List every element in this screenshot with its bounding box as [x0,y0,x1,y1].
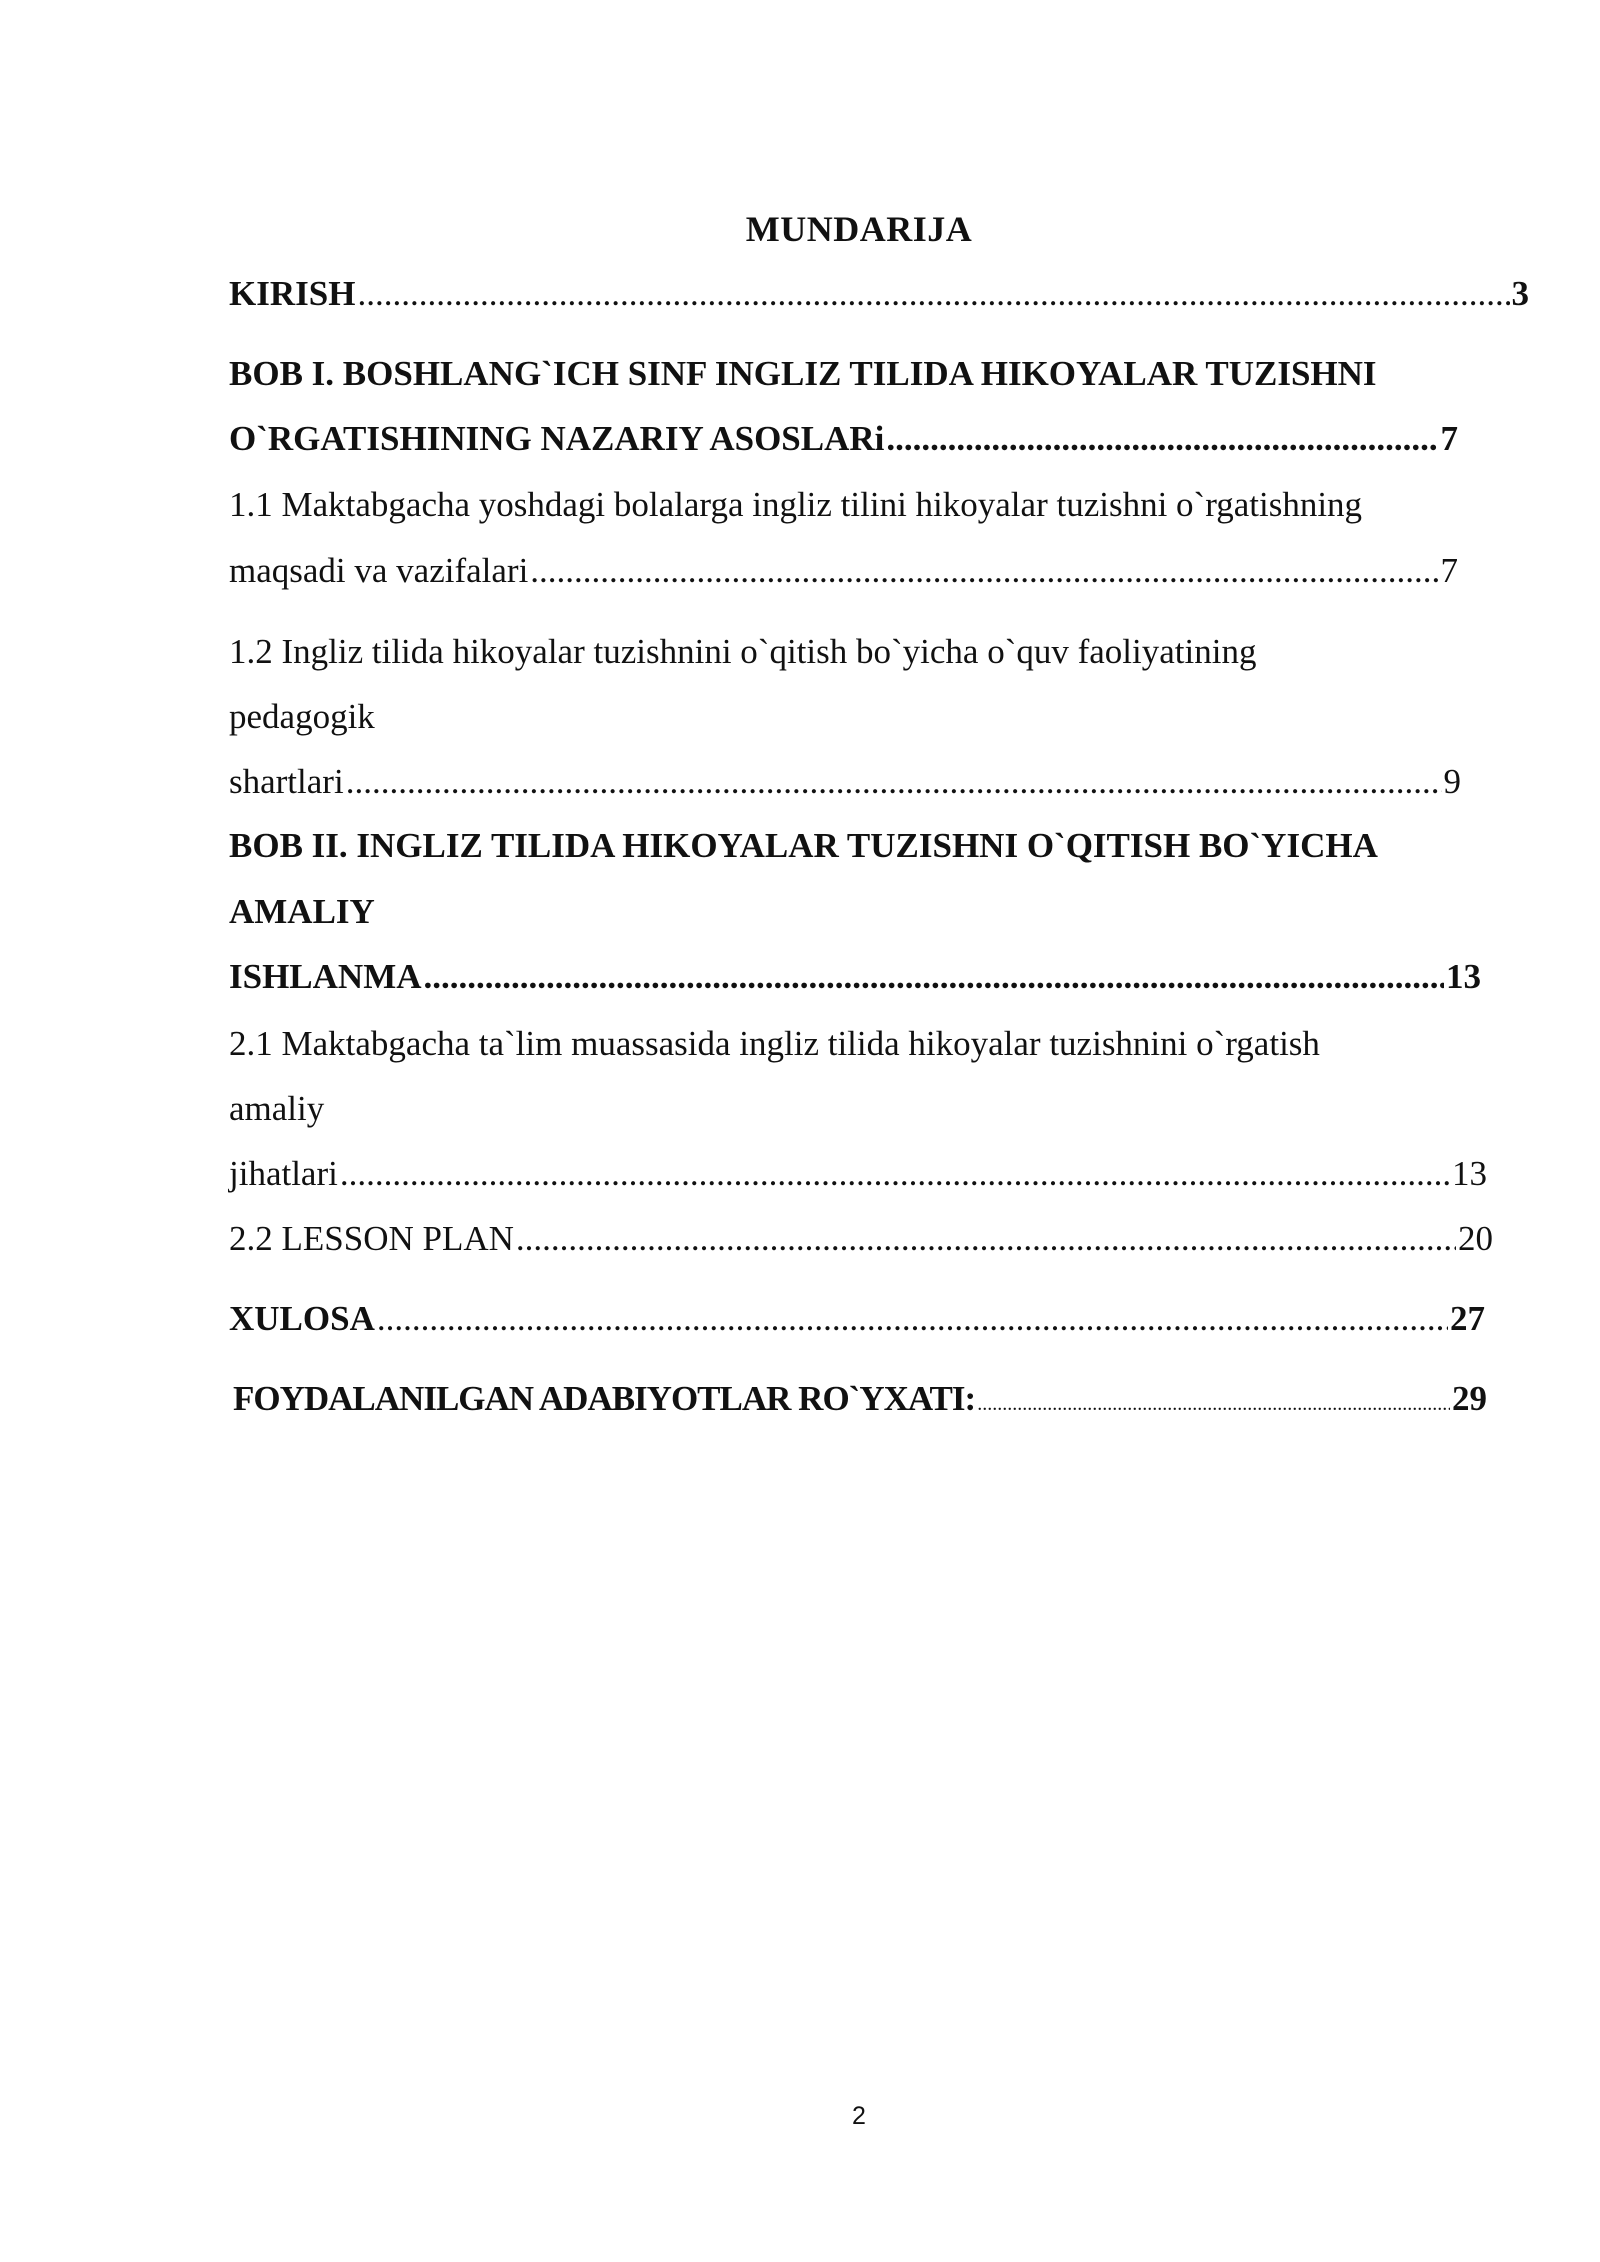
toc-entry-bob2[interactable] [229,955,1481,999]
toc-entry-bob1[interactable] [229,417,1458,461]
toc-entry-2-2[interactable] [229,1217,1493,1261]
toc-entry-1-2-line1[interactable]: 1.2 Ingliz tilida hikoyalar tuzishnini o`qitish bo`yicha o`quv faoliyatining [229,632,1257,671]
toc-entry-label: jihatlari [229,1154,338,1193]
toc-entry-foydalanilgan[interactable] [233,1377,1487,1426]
toc-page-number: 13 [1446,957,1481,996]
page-number: 2 [852,2102,866,2130]
toc-entry-1-1[interactable] [229,549,1458,593]
toc-entry-xulosa[interactable] [229,1297,1485,1341]
toc-entry-2-1-line2[interactable]: amaliy [229,1089,325,1128]
toc-entry-1-2[interactable] [229,760,1461,804]
toc-title: MUNDARIJA [745,209,973,249]
toc-entry-2-1-line1[interactable]: 2.1 Maktabgacha ta`lim muassasida ingliz tilida hikoyalar tuzishnini o`rgatish [229,1024,1320,1063]
toc-entry-kirish[interactable] [229,272,1529,316]
toc-entry-bob1-line1[interactable]: BOB I. BOSHLANG`ICH SINF INGLIZ TILIDA HIKOYALAR TUZISHNI [229,354,1377,393]
dot-leader [886,417,1438,461]
dot-leader [530,549,1438,593]
dot-leader [357,272,1509,316]
toc-entry-1-2-line2[interactable]: pedagogik [229,697,375,736]
toc-entry-bob2-line2[interactable]: AMALIY [229,892,375,931]
dot-leader [340,1152,1450,1196]
toc-page-number: 13 [1452,1154,1487,1193]
toc-entry-1-1-line1[interactable]: 1.1 Maktabgacha yoshdagi bolalarga ingliz tilini hikoyalar tuzishni o`rgatishning [229,485,1363,524]
dot-leader [377,1297,1448,1341]
dot-leader [346,760,1442,804]
toc-entry-label: O`RGATISHINING NAZARIY ASOSLARi [229,419,885,458]
toc-page-number: 20 [1458,1219,1493,1258]
toc-entry-label: ISHLANMA [229,957,422,996]
toc-entry-label: XULOSA [229,1299,375,1338]
toc-entry-label: FOYDALANILGAN ADABIYOTLAR RO`YXATI: [233,1379,976,1418]
toc-page-number: 7 [1440,419,1458,458]
toc-entry-label: 2.2 LESSON PLAN [229,1219,514,1258]
toc-entry-label: maqsadi va vazifalari [229,551,529,590]
toc-entry-2-1[interactable] [229,1152,1487,1196]
dot-leader [516,1217,1456,1261]
toc-page-number: 9 [1443,762,1461,801]
dot-leader [977,1382,1450,1426]
toc-entry-label: shartlari [229,762,344,801]
toc-entry-label: KIRISH [229,274,356,313]
toc-page-number: 7 [1440,551,1458,590]
toc-page-number: 29 [1452,1379,1487,1418]
toc-page-number: 27 [1450,1299,1485,1338]
toc-entry-bob2-line1[interactable]: BOB II. INGLIZ TILIDA HIKOYALAR TUZISHNI O`QITISH BO`YICHA [229,826,1378,865]
dot-leader [424,955,1444,999]
toc-page-number: 3 [1511,274,1529,313]
